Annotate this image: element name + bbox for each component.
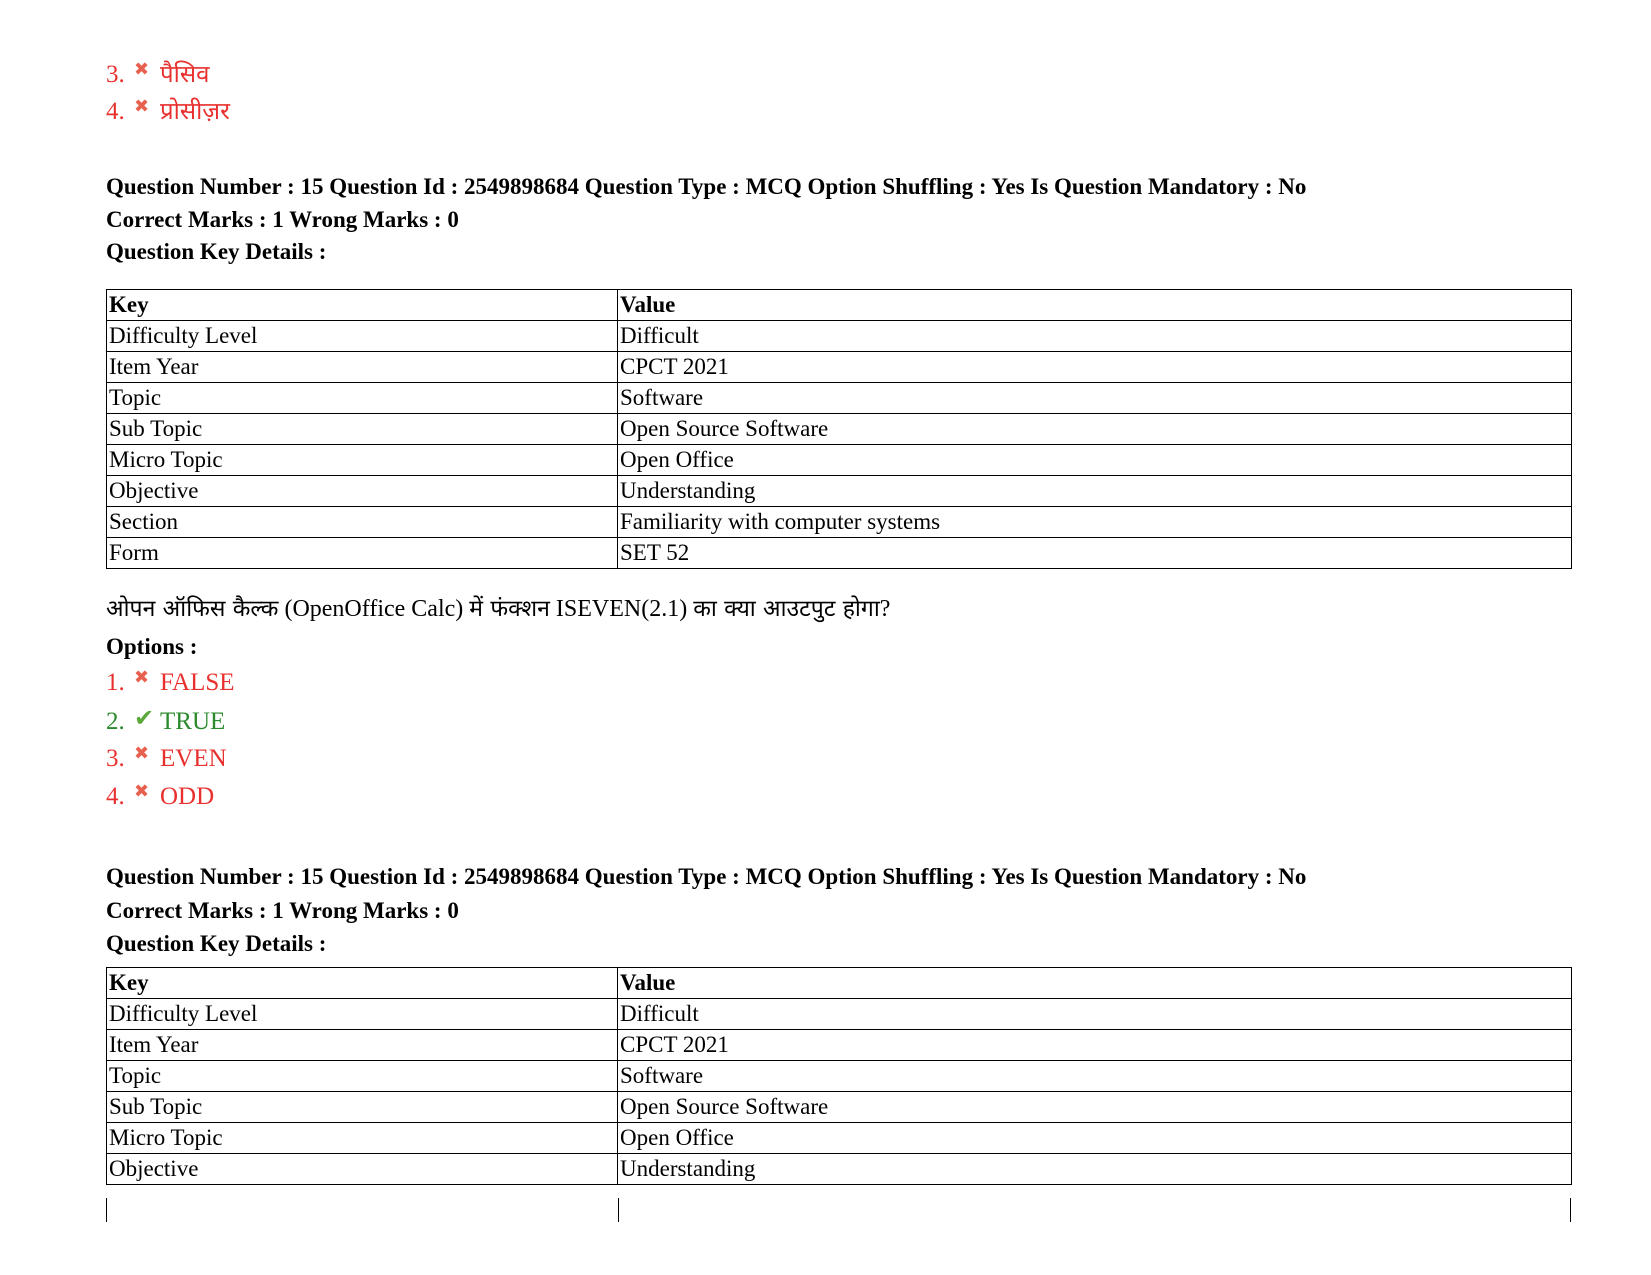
option-2	[106, 706, 225, 737]
option-text: पैसिव	[160, 60, 210, 88]
cross-icon: ✖	[134, 59, 150, 80]
option-1	[106, 668, 235, 700]
option-4	[106, 782, 214, 814]
question-text-en-2: ISEVEN(2.1)	[549, 596, 694, 622]
question-key-details-table	[106, 967, 1572, 1185]
row-key: Topic	[107, 383, 618, 414]
question-key-details-label: Question Key Details :	[106, 931, 327, 956]
question-text-hi-2: में फंक्शन	[469, 596, 550, 622]
option-number: 3.	[106, 61, 125, 88]
table-header-row	[107, 290, 1572, 321]
table-row	[107, 1030, 1572, 1061]
row-value: Difficult	[618, 321, 1572, 352]
table-row	[107, 1123, 1572, 1154]
table-row	[107, 507, 1572, 538]
prev-option-3	[106, 59, 209, 92]
table-column-divider	[618, 1198, 619, 1222]
table-continuation	[106, 1198, 1571, 1222]
row-value: Understanding	[618, 1154, 1572, 1185]
row-key: Objective	[107, 476, 618, 507]
check-icon: ✔	[134, 704, 155, 732]
row-value: Open Source Software	[618, 414, 1572, 445]
option-3	[106, 744, 227, 776]
option-number: 1.	[106, 669, 125, 696]
row-key: Micro Topic	[107, 445, 618, 476]
cross-icon: ✖	[134, 96, 150, 117]
cross-icon: ✖	[134, 667, 150, 688]
question-marks-line: Correct Marks : 1 Wrong Marks : 0	[106, 207, 459, 232]
question-marks-line: Correct Marks : 1 Wrong Marks : 0	[106, 898, 459, 923]
row-key: Difficulty Level	[107, 321, 618, 352]
row-value: Software	[618, 383, 1572, 414]
table-row	[107, 1154, 1572, 1185]
question-header-line1: Question Number : 15 Question Id : 2549898684 Question Type : MCQ Option Shuffling : Yes Is Question Mandatory : No	[106, 174, 1307, 199]
table-row	[107, 383, 1572, 414]
question-header-line1: Question Number : 15 Question Id : 2549898684 Question Type : MCQ Option Shuffling : Yes Is Question Mandatory : No	[106, 864, 1307, 889]
row-value: Open Office	[618, 1123, 1572, 1154]
question-text-hi-3: का क्या आउटपुट होगा	[693, 596, 880, 622]
row-key: Section	[107, 507, 618, 538]
row-value: CPCT 2021	[618, 1030, 1572, 1061]
question-text-hi-1: ओपन ऑफिस कैल्क	[106, 596, 279, 622]
options-label: Options :	[106, 634, 198, 659]
option-number: 3.	[106, 745, 125, 772]
option-text: FALSE	[160, 669, 235, 696]
question-text	[106, 593, 890, 625]
option-text: ODD	[160, 783, 215, 810]
row-value: Open Source Software	[618, 1092, 1572, 1123]
question-text-en-3: ?	[879, 596, 891, 622]
option-text: TRUE	[160, 708, 226, 735]
row-value: SET 52	[618, 538, 1572, 569]
table-header-value: Value	[618, 968, 1572, 999]
row-key: Objective	[107, 1154, 618, 1185]
cross-icon: ✖	[134, 743, 150, 764]
row-key: Sub Topic	[107, 1092, 618, 1123]
row-value: Open Office	[618, 445, 1572, 476]
option-number: 4.	[106, 783, 125, 810]
row-value: Software	[618, 1061, 1572, 1092]
cross-icon: ✖	[134, 781, 150, 802]
question-text-en-1: (OpenOffice Calc)	[278, 596, 470, 622]
table-row	[107, 445, 1572, 476]
prev-option-4	[106, 96, 230, 129]
table-row	[107, 1061, 1572, 1092]
table-row	[107, 538, 1572, 569]
table-header-key: Key	[107, 290, 618, 321]
table-row	[107, 321, 1572, 352]
table-row	[107, 1092, 1572, 1123]
row-key: Sub Topic	[107, 414, 618, 445]
option-text: EVEN	[160, 745, 227, 772]
question-key-details-label: Question Key Details :	[106, 239, 327, 264]
row-key: Form	[107, 538, 618, 569]
table-header-row	[107, 968, 1572, 999]
option-number: 2.	[106, 708, 125, 735]
row-key: Item Year	[107, 352, 618, 383]
row-key: Micro Topic	[107, 1123, 618, 1154]
table-row	[107, 414, 1572, 445]
table-row	[107, 476, 1572, 507]
row-value: Understanding	[618, 476, 1572, 507]
table-header-key: Key	[107, 968, 618, 999]
row-key: Item Year	[107, 1030, 618, 1061]
row-value: Difficult	[618, 999, 1572, 1030]
row-value: Familiarity with computer systems	[618, 507, 1572, 538]
row-key: Topic	[107, 1061, 618, 1092]
row-value: CPCT 2021	[618, 352, 1572, 383]
table-header-value: Value	[618, 290, 1572, 321]
table-row	[107, 999, 1572, 1030]
table-row	[107, 352, 1572, 383]
question-key-details-table	[106, 289, 1572, 569]
option-number: 4.	[106, 98, 125, 125]
option-text: प्रोसीज़र	[160, 97, 230, 125]
row-key: Difficulty Level	[107, 999, 618, 1030]
